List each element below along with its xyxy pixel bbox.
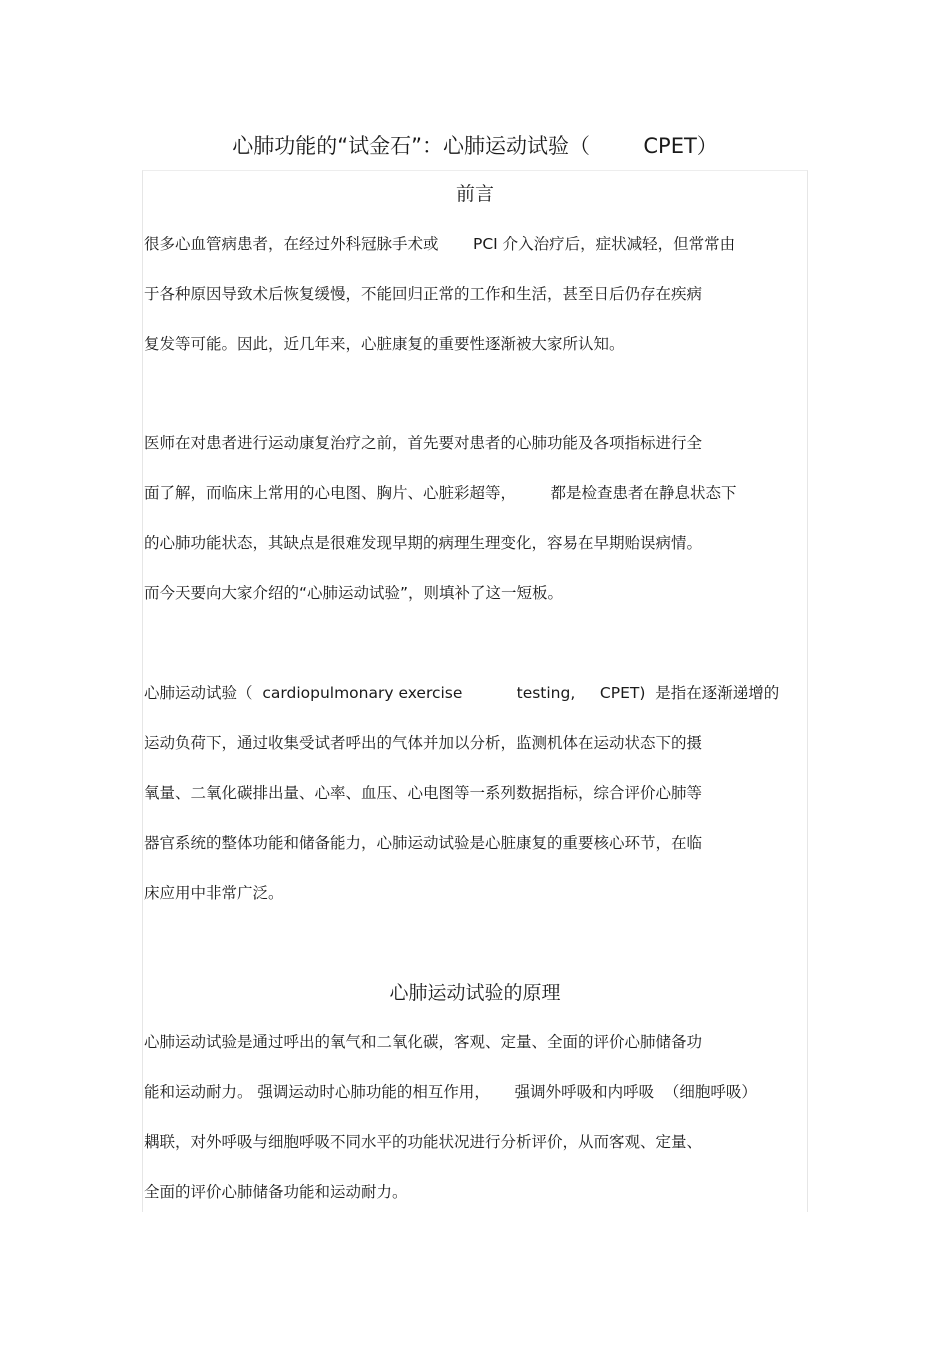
paragraph-line: 能和运动耐力。 强调运动时心肺功能的相互作用， 强调外呼吸和内呼吸 （细胞呼吸） xyxy=(144,1083,757,1101)
paragraph-line: 很多心血管病患者，在经过外科冠脉手术或 PCI 介入治疗后，症状减轻，但常常由 xyxy=(144,235,736,253)
paragraph-line: 耦联，对外呼吸与细胞呼吸不同水平的功能状况进行分析评价，从而客观、定量、 xyxy=(144,1133,703,1151)
paragraph-line: 心肺运动试验（ cardiopulmonary exercise testing, CPET) 是指在逐渐递增的 xyxy=(144,684,780,702)
paragraph-line: 复发等可能。因此，近几年来，心脏康复的重要性逐渐被大家所认知。 xyxy=(144,335,625,353)
paragraph-line: 心肺运动试验是通过呼出的氧气和二氧化碳，客观、定量、全面的评价心肺储备功 xyxy=(144,1033,703,1051)
paragraph-line: 运动负荷下，通过收集受试者呼出的气体并加以分析，监测机体在运动状态下的摄 xyxy=(144,734,703,752)
paragraph-line: 医师在对患者进行运动康复治疗之前，首先要对患者的心肺功能及各项指标进行全 xyxy=(144,434,703,452)
paragraph-line: 面了解，而临床上常用的心电图、胸片、心脏彩超等， 都是检查患者在静息状态下 xyxy=(144,484,737,502)
paragraph-line: 于各种原因导致术后恢复缓慢，不能回归正常的工作和生活，甚至日后仍存在疾病 xyxy=(144,285,703,303)
page-title: 心肺功能的“试金石”：心肺运动试验（ CPET） xyxy=(232,134,718,158)
paragraph-line: 床应用中非常广泛。 xyxy=(144,884,284,902)
paragraph-line: 器官系统的整体功能和储备能力，心肺运动试验是心脏康复的重要核心环节，在临 xyxy=(144,834,703,852)
section-heading-preface: 前言 xyxy=(455,183,494,205)
section-heading-principle: 心肺运动试验的原理 xyxy=(389,982,561,1004)
paragraph-line: 而今天要向大家介绍的“心肺运动试验”，则填补了这一短板。 xyxy=(144,584,564,602)
paragraph-line: 氧量、二氧化碳排出量、心率、血压、心电图等一系列数据指标，综合评价心肺等 xyxy=(144,784,703,802)
paragraph-line: 全面的评价心肺储备功能和运动耐力。 xyxy=(144,1183,408,1201)
paragraph-line: 的心肺功能状态，其缺点是很难发现早期的病理生理变化，容易在早期贻误病情。 xyxy=(144,534,703,552)
